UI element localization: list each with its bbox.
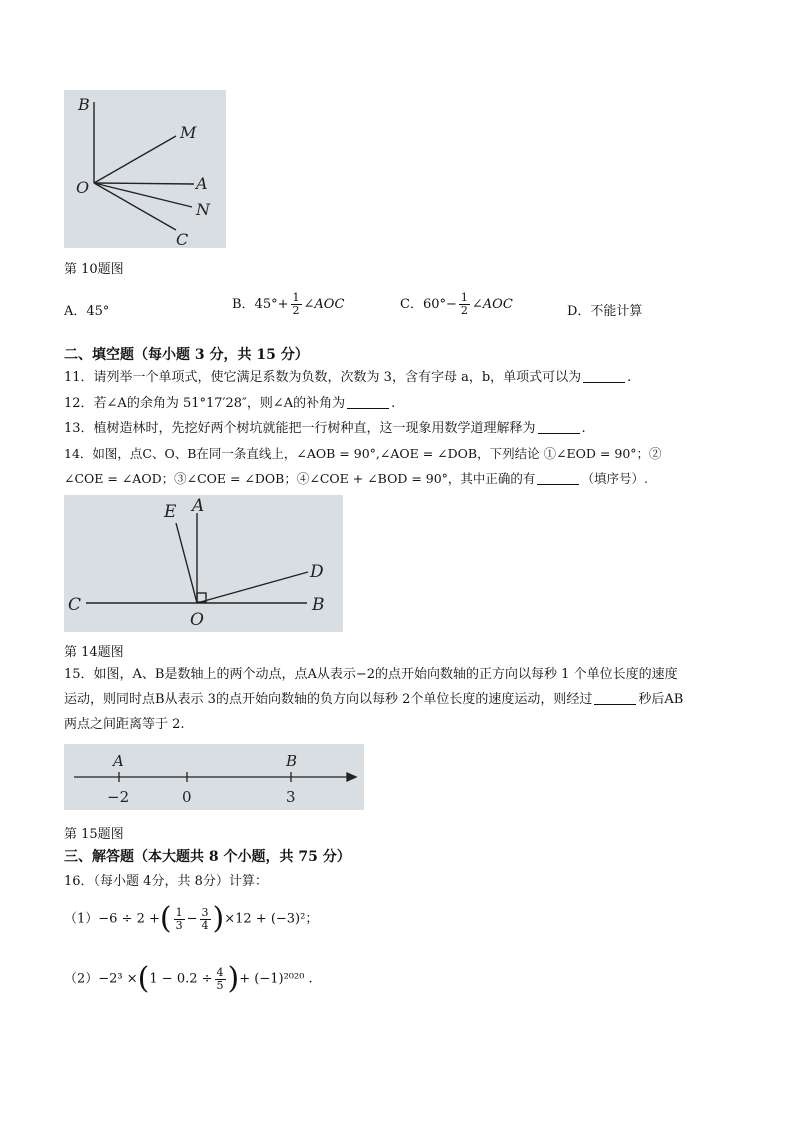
label-o: O (190, 610, 204, 630)
option-b-fraction (291, 292, 302, 317)
question-14-line-1: 14．如图，点C、O、B在同一条直线上，∠AOB = 90°,∠AOE = ∠DOB，下列结论 ①∠EOD = 90°；② (64, 446, 662, 461)
figure-15 (64, 744, 364, 810)
answer-blank[interactable] (538, 421, 580, 434)
option-b (232, 292, 344, 317)
fraction-denominator: 3 (175, 918, 183, 932)
question-12-end: . (391, 396, 396, 411)
figure-14-caption: 第 14题图 (64, 645, 124, 660)
label-n: N (196, 200, 210, 219)
label-o: O (76, 178, 90, 197)
figure-15-caption: 第 15题图 (64, 827, 124, 842)
right-paren: ) (227, 961, 240, 996)
fraction-denominator: 2 (292, 304, 300, 317)
fraction-2 (200, 907, 211, 932)
label-c: C (176, 230, 189, 248)
question-11-text: 11．请列举一个单项式，使它满足系数为负数，次数为 3，含有字母 a，b，单项式可以为 (64, 370, 582, 385)
answer-blank[interactable] (583, 370, 625, 383)
question-15-line-1: 15．如图，A、B是数轴上的两个动点，点A从表示−2的点开始向数轴的正方向以每秒 1 个单位长度的速度 (64, 667, 678, 682)
fraction-numerator: 3 (201, 905, 209, 919)
label-b: B (78, 95, 90, 114)
right-paren: ) (212, 901, 225, 936)
tick-label-neg2: −2 (107, 788, 130, 806)
label-d: D (310, 562, 324, 582)
left-paren: ( (159, 901, 172, 936)
option-d: D．不能计算 (567, 304, 643, 319)
figure-14-diagram (64, 495, 343, 632)
fraction-denominator: 5 (216, 978, 224, 992)
question-15-text: 运动，则同时点B从表示 3的点开始向数轴的负方向以每秒 2个单位长度的速度运动，则经过 (64, 692, 593, 707)
option-c-fraction (459, 292, 470, 317)
fraction-denominator: 4 (201, 918, 209, 932)
answer-blank[interactable] (347, 396, 389, 409)
option-a: A．45° (64, 304, 110, 319)
question-14-end: （填序号）. (581, 471, 648, 486)
left-paren: ( (137, 961, 150, 996)
section-3-title: 三、解答题（本大题共 8 个小题，共 75 分） (64, 849, 351, 865)
fraction-numerator: 1 (292, 291, 300, 304)
question-16-intro: 16．（每小题 4分，共 8分）计算： (64, 874, 268, 889)
point-a-label: A (113, 752, 124, 770)
option-b-prefix: B．45°+ (232, 297, 289, 312)
fraction-3 (215, 967, 226, 992)
label-c: C (68, 595, 82, 615)
figure-10-diagram (64, 90, 226, 248)
label-m: M (180, 123, 197, 142)
part-2-suffix: + (−1)²⁰²⁰ . (239, 971, 313, 987)
part-2-prefix: （2）−2³ × (64, 971, 138, 987)
figure-10-caption: 第 10题图 (64, 262, 124, 277)
question-16-part-1 (64, 901, 319, 936)
question-14-line-2 (64, 470, 648, 488)
label-a: A (192, 496, 205, 516)
fraction-denominator: 2 (460, 304, 468, 317)
question-15-line-3: 两点之间距离等于 2. (64, 717, 185, 732)
section-2-title: 二、填空题（每小题 3 分，共 15 分） (64, 347, 309, 363)
question-13-text: 13．植树造林时，先挖好两个树坑就能把一行树种直，这一现象用数学道理解释为 (64, 421, 536, 436)
tick-label-0: 0 (182, 788, 192, 806)
question-11 (64, 369, 631, 387)
fraction-numerator: 1 (175, 905, 183, 919)
point-b-label: B (286, 752, 298, 770)
label-e: E (164, 502, 177, 522)
fraction-1 (174, 907, 185, 932)
answer-blank[interactable] (594, 692, 636, 705)
label-b: B (312, 595, 325, 615)
option-c-suffix: ∠AOC (471, 297, 513, 312)
question-12-text: 12．若∠A的余角为 51°17′28″，则∠A的补角为 (64, 396, 346, 411)
question-13 (64, 420, 586, 438)
fraction-numerator: 1 (460, 291, 468, 304)
part-1-suffix: ×12 + (−3)²； (224, 911, 319, 927)
question-14-text: ∠COE = ∠AOD；③∠COE = ∠DOB；④∠COE + ∠BOD = 90°，其中正确的有 (64, 471, 536, 486)
part-2-middle: 1 − 0.2 ÷ (149, 971, 213, 987)
minus-sign: − (186, 911, 198, 927)
number-line (64, 744, 364, 810)
option-b-suffix: ∠AOC (303, 297, 345, 312)
option-c-prefix: C．60°− (400, 297, 457, 312)
question-13-end: . (581, 421, 586, 436)
tick-label-3: 3 (286, 788, 296, 806)
label-a: A (196, 174, 208, 193)
question-16-part-2 (64, 961, 313, 996)
answer-blank[interactable] (537, 472, 579, 485)
question-11-end: . (627, 370, 632, 385)
question-15-text-end: 秒后AB (638, 692, 684, 707)
fraction-numerator: 4 (216, 965, 224, 979)
part-1-prefix: （1）−6 ÷ 2 + (64, 911, 160, 927)
figure-10 (64, 90, 226, 248)
question-12 (64, 395, 395, 413)
option-c (400, 292, 513, 317)
figure-14 (64, 495, 343, 632)
question-15-line-2 (64, 691, 683, 709)
